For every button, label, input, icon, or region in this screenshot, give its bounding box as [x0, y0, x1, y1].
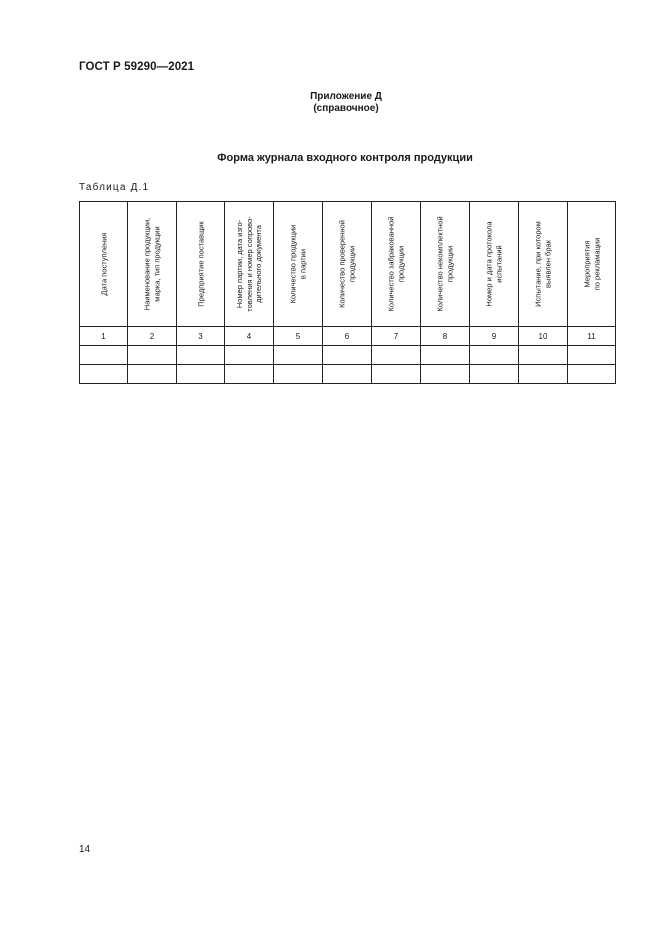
column-header-label: Испытание, при котором выявлен брак: [533, 221, 552, 307]
appendix-heading: [300, 91, 392, 115]
column-header-7: [372, 202, 421, 327]
column-header-11: [568, 202, 616, 327]
column-number-8: 8: [421, 327, 470, 346]
column-number-6: 6: [323, 327, 372, 346]
column-header-label: Количество продукции в партии: [288, 224, 307, 304]
table-cell: [274, 365, 323, 384]
column-number-10: 10: [519, 327, 568, 346]
column-header-9: [470, 202, 519, 327]
table-caption: Таблица Д.1: [79, 182, 150, 193]
document-code: ГОСТ Р 59290—2021: [79, 61, 195, 73]
table-cell: [177, 346, 225, 365]
table-cell: [274, 346, 323, 365]
column-number-7: 7: [372, 327, 421, 346]
table-row: [80, 365, 616, 384]
table-cell: [80, 346, 128, 365]
column-number-3: 3: [177, 327, 225, 346]
table-cell: [80, 365, 128, 384]
column-header-label: Предприятие поставщик: [195, 221, 205, 307]
page-number: 14: [79, 844, 91, 855]
column-number-1: 1: [80, 327, 128, 346]
table-header-row: [80, 202, 616, 327]
column-number-row: [80, 327, 616, 346]
column-header-label: Мероприятия по рекламации: [582, 237, 601, 291]
table-cell: [470, 346, 519, 365]
table-cell: [568, 346, 616, 365]
table-cell: [470, 365, 519, 384]
column-header-4: [225, 202, 274, 327]
column-header-label: Количество забракованной продукции: [386, 216, 405, 312]
table-cell: [323, 365, 372, 384]
appendix-title: Приложение Д: [310, 91, 382, 102]
table-cell: [177, 365, 225, 384]
table-cell: [421, 365, 470, 384]
table-cell: [128, 346, 177, 365]
column-header-3: [177, 202, 225, 327]
column-header-1: [80, 202, 128, 327]
column-header-label: Номер и дата протокола испытаний: [484, 221, 503, 307]
column-header-8: [421, 202, 470, 327]
table-cell: [225, 346, 274, 365]
table-cell: [421, 346, 470, 365]
column-number-2: 2: [128, 327, 177, 346]
column-header-label: Наименование продукции, марка, тип продукции: [142, 217, 161, 311]
column-header-2: [128, 202, 177, 327]
journal-table: [79, 201, 616, 384]
column-header-label: Количество некомплектной продукции: [435, 216, 454, 312]
table-cell: [568, 365, 616, 384]
table-cell: [128, 365, 177, 384]
table-cell: [372, 346, 421, 365]
column-number-11: 11: [568, 327, 616, 346]
column-header-5: [274, 202, 323, 327]
table-cell: [519, 346, 568, 365]
column-number-9: 9: [470, 327, 519, 346]
table-cell: [372, 365, 421, 384]
column-header-label: Номер партии, дата изго- товления и номер сопрово- дительного документа: [234, 216, 263, 312]
column-number-5: 5: [274, 327, 323, 346]
table-row: [80, 346, 616, 365]
column-header-label: Дата поступления: [98, 232, 108, 296]
column-header-label: Количество проверенной продукции: [337, 220, 356, 308]
column-header-10: [519, 202, 568, 327]
appendix-subtitle: (справочное): [313, 103, 379, 114]
column-number-4: 4: [225, 327, 274, 346]
form-title: Форма журнала входного контроля продукции: [217, 152, 473, 164]
table-cell: [519, 365, 568, 384]
table-cell: [225, 365, 274, 384]
column-header-6: [323, 202, 372, 327]
table-cell: [323, 346, 372, 365]
